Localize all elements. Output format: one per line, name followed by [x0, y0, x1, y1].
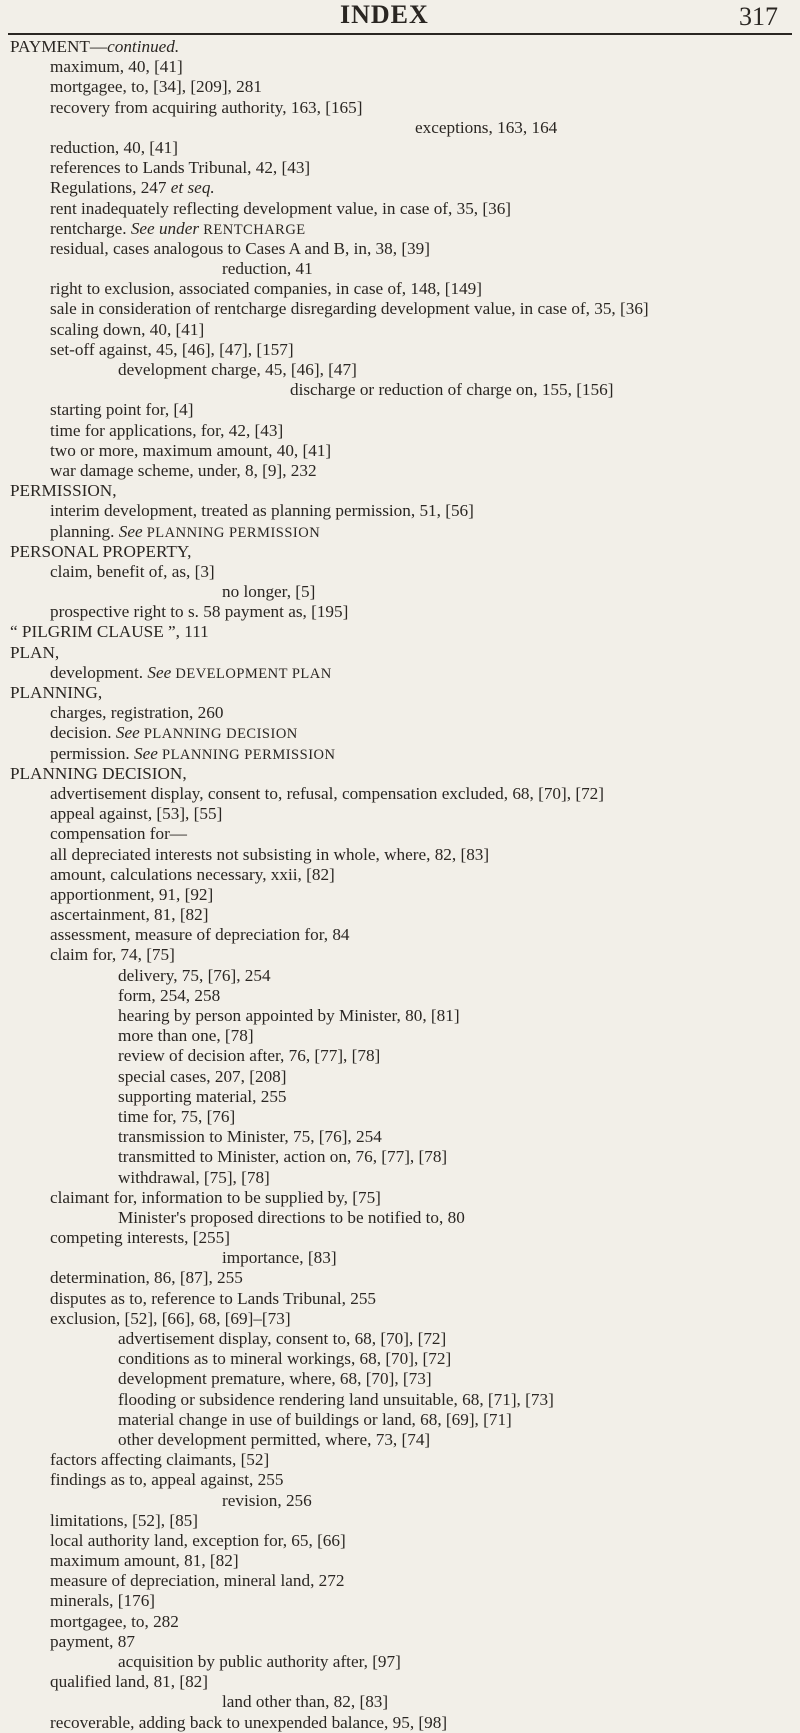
index-entry: [0, 1248, 800, 1268]
entry-text: determination, 86, [87], 255: [50, 1268, 243, 1288]
entry-text: PERMISSION,: [10, 481, 117, 501]
index-entry: [0, 1652, 800, 1672]
entry-text: no longer, [5]: [222, 582, 316, 602]
index-entry: [0, 1127, 800, 1147]
entry-text: exclusion, [52], [66], 68, [69]–[73]: [50, 1308, 291, 1328]
index-entry: [0, 199, 800, 219]
entry-text: recoverable, adding back to unexpended balance, 95, [98]: [50, 1712, 448, 1732]
entry-text: claim, benefit of, as, [3]: [50, 561, 215, 581]
index-entry: [0, 1531, 800, 1551]
index-entry: [0, 1289, 800, 1309]
index-entry: [0, 582, 800, 602]
entry-text: flooding or subsidence rendering land unsuitable, 68, [71], [73]: [118, 1389, 554, 1409]
index-entry: [0, 239, 800, 259]
entry-italic: See: [134, 743, 158, 763]
entry-cross-reference: PLANNING DECISION: [139, 726, 298, 743]
entry-text: maximum amount, 81, [82]: [50, 1551, 239, 1571]
entry-text: development charge, 45, [46], [47]: [118, 360, 357, 379]
entry-text: mortgagee, to, [34], [209], 281: [50, 77, 262, 97]
index-entry: [0, 784, 800, 804]
index-entry: [0, 421, 800, 441]
index-entry: [0, 118, 800, 138]
entry-text: importance, [83]: [222, 1248, 337, 1268]
entry-text: assessment, measure of depreciation for, 84: [50, 925, 350, 945]
index-entry: [0, 966, 800, 986]
index-entry: [0, 1612, 800, 1632]
index-entry: [0, 643, 800, 663]
entry-text: local authority land, exception for, 65, [66]: [50, 1530, 346, 1550]
index-entry: [0, 1672, 800, 1692]
index-entry: [0, 1087, 800, 1107]
index-entry: [0, 461, 800, 481]
entry-text: reduction, 41: [222, 259, 313, 279]
entry-text: decision.: [50, 723, 116, 743]
entry-text: rentcharge.: [50, 218, 131, 238]
entry-text: ascertainment, 81, [82]: [50, 905, 209, 925]
entry-text: starting point for, [4]: [50, 400, 194, 420]
index-entry: [0, 562, 800, 582]
entry-text: disputes as to, reference to Lands Tribunal, 255: [50, 1288, 377, 1308]
header-rule: [8, 33, 792, 35]
index-entry: [0, 1067, 800, 1087]
index-entry: [0, 663, 800, 683]
entry-text: interim development, treated as planning permission, 51, [56]: [50, 501, 474, 521]
entry-text: reduction, 40, [41]: [50, 137, 178, 157]
index-entry: [0, 1309, 800, 1329]
index-entry: [0, 340, 800, 360]
running-head: INDEX: [340, 0, 429, 29]
entry-text: other development permitted, where, 73, [74]: [118, 1429, 431, 1449]
index-entry: [0, 259, 800, 279]
entry-text: right to exclusion, associated companies, in case of, 148, [149]: [50, 279, 482, 299]
entry-text: claimant for, information to be supplied by, [75]: [50, 1187, 381, 1207]
entry-text: “ PILGRIM CLAUSE ”, 111: [10, 622, 209, 642]
entry-text: payment, 87: [50, 1631, 135, 1651]
index-entry: [0, 441, 800, 461]
entry-text: findings as to, appeal against, 255: [50, 1470, 284, 1490]
entry-text: two or more, maximum amount, 40, [41]: [50, 440, 332, 460]
entry-text: permission.: [50, 743, 135, 763]
index-entry: [0, 1188, 800, 1208]
entry-text: limitations, [52], [85]: [50, 1510, 198, 1530]
entry-text: PLANNING,: [10, 683, 103, 702]
index-entry: [0, 804, 800, 824]
entry-text: maximum, 40, [41]: [50, 57, 183, 77]
entry-text: PLANNING DECISION,: [10, 763, 187, 783]
entry-text: amount, calculations necessary, xxii, [82]: [50, 864, 335, 884]
index-entry: [0, 1228, 800, 1248]
entry-cross-reference: PLANNING PERMISSION: [157, 746, 336, 763]
entry-text: material change in use of buildings or land, 68, [69], [71]: [118, 1409, 512, 1429]
index-entry: [0, 764, 800, 784]
entry-text: prospective right to s. 58 payment as, [195]: [50, 602, 349, 622]
entry-text: more than one, [78]: [118, 1026, 254, 1046]
entry-text: compensation for—: [50, 824, 187, 844]
index-entry: [0, 138, 800, 158]
index-entry: [0, 845, 800, 865]
entry-text: transmission to Minister, 75, [76], 254: [118, 1127, 382, 1147]
entry-text: apportionment, 91, [92]: [50, 884, 214, 904]
entry-text: rent inadequately reflecting development value, in case of, 35, [36]: [50, 198, 512, 218]
entry-text: all depreciated interests not subsisting in whole, where, 82, [83]: [50, 844, 490, 864]
entry-text: time for applications, for, 42, [43]: [50, 420, 284, 440]
entry-text: review of decision after, 76, [77], [78]: [118, 1046, 381, 1066]
entry-text: revision, 256: [222, 1490, 312, 1510]
entry-text: time for, 75, [76]: [118, 1106, 236, 1126]
entry-text: advertisement display, consent to, 68, [70], [72]: [118, 1329, 447, 1348]
index-entry: [0, 723, 800, 743]
index-entry: [0, 1430, 800, 1450]
entry-italic: See: [118, 521, 143, 541]
entry-text: sale in consideration of rentcharge disregarding development value, in case of, 35, [36]: [50, 299, 649, 319]
entry-text: Minister's proposed directions to be notified to, 80: [118, 1207, 465, 1227]
entry-text: minerals, [176]: [50, 1591, 156, 1611]
entry-cross-reference: RENTCHARGE: [199, 221, 306, 238]
index-entry: [0, 602, 800, 622]
entry-text: references to Lands Tribunal, 42, [43]: [50, 158, 311, 178]
index-entry: [0, 1491, 800, 1511]
entry-text: special cases, 207, [208]: [118, 1066, 287, 1086]
index-entry: [0, 824, 800, 844]
index-entry: [0, 1591, 800, 1611]
index-entry: [0, 1450, 800, 1470]
entry-text: delivery, 75, [76], 254: [118, 965, 271, 985]
entry-cross-reference: PLANNING PERMISSION: [142, 524, 321, 541]
index-entry: [0, 1632, 800, 1652]
index-entry: [0, 1410, 800, 1430]
entry-text: development.: [50, 662, 148, 682]
entry-italic: et seq.: [170, 178, 215, 198]
entry-text: PERSONAL PROPERTY,: [10, 541, 192, 561]
entry-text: claim for, 74, [75]: [50, 945, 175, 965]
index-entry: [0, 1470, 800, 1490]
index-entry: [0, 1390, 800, 1410]
index-entry: [0, 986, 800, 1006]
entry-text: factors affecting claimants, [52]: [50, 1450, 270, 1470]
index-entry: [0, 1107, 800, 1127]
entry-text: Regulations, 247: [50, 178, 171, 198]
index-entry: [0, 925, 800, 945]
index-entry: [0, 703, 800, 723]
index-entry: [0, 1692, 800, 1712]
index-entry: [0, 501, 800, 521]
index-entry: [0, 219, 800, 239]
index-entry: [0, 1349, 800, 1369]
entry-text: planning.: [50, 521, 119, 541]
index-entry: [0, 320, 800, 340]
entry-text: mortgagee, to, 282: [50, 1611, 179, 1631]
entry-text: qualified land, 81, [82]: [50, 1672, 208, 1692]
entry-text: withdrawal, [75], [78]: [118, 1167, 270, 1187]
index-entry: [0, 1147, 800, 1167]
index-entry: [0, 279, 800, 299]
entry-cross-reference: DEVELOPMENT PLAN: [171, 665, 332, 682]
page-number: 317: [739, 2, 778, 31]
index-entry: [0, 865, 800, 885]
entry-text: scaling down, 40, [41]: [50, 319, 205, 339]
entry-text: set-off against, 45, [46], [47], [157]: [50, 339, 294, 359]
entry-text: appeal against, [53], [55]: [50, 804, 223, 824]
entry-text: exceptions, 163, 164: [415, 117, 558, 137]
entry-text: acquisition by public authority after, [97]: [118, 1652, 401, 1671]
index-entry: [0, 744, 800, 764]
index-entry: [0, 1713, 800, 1733]
index-entry: [0, 1268, 800, 1288]
entry-text: conditions as to mineral workings, 68, [70], [72]: [118, 1349, 452, 1369]
index-entry: [0, 945, 800, 965]
entry-text: hearing by person appointed by Minister, 80, [81]: [118, 1006, 460, 1025]
entry-text: residual, cases analogous to Cases A and B, in, 38, [39]: [50, 238, 430, 258]
entry-text: recovery from acquiring authority, 163, [165]: [50, 97, 363, 117]
index-entry: [0, 98, 800, 118]
entry-text: war damage scheme, under, 8, [9], 232: [50, 460, 317, 480]
index-entry: [0, 57, 800, 77]
entry-text: land other than, 82, [83]: [222, 1692, 389, 1712]
entry-text: supporting material, 255: [118, 1086, 287, 1106]
index-entry: [0, 542, 800, 562]
index-entry: [0, 885, 800, 905]
index-entry: [0, 77, 800, 97]
index-entry: [0, 158, 800, 178]
index-entry: [0, 178, 800, 198]
index-entry: [0, 380, 800, 400]
entry-text: measure of depreciation, mineral land, 272: [50, 1571, 345, 1591]
index-entry: [0, 481, 800, 501]
entry-italic: continued.: [107, 37, 180, 56]
index-entry: [0, 37, 800, 57]
entry-text: discharge or reduction of charge on, 155, [156]: [290, 380, 614, 400]
index-entry: [0, 1329, 800, 1349]
index-entries: [0, 37, 800, 1733]
entry-text: charges, registration, 260: [50, 703, 224, 723]
entry-italic: See: [115, 723, 140, 743]
index-entry: [0, 1006, 800, 1026]
index-entry: [0, 1511, 800, 1531]
entry-italic: See: [147, 662, 172, 682]
index-entry: [0, 1208, 800, 1228]
index-entry: [0, 400, 800, 420]
entry-text: competing interests, [255]: [50, 1228, 230, 1248]
index-entry: [0, 1551, 800, 1571]
index-entry: [0, 683, 800, 703]
index-entry: [0, 1571, 800, 1591]
entry-text: PLAN,: [10, 642, 60, 662]
index-entry: [0, 522, 800, 542]
entry-text: form, 254, 258: [118, 985, 221, 1005]
index-entry: [0, 299, 800, 319]
index-entry: [0, 360, 800, 380]
index-entry: [0, 1026, 800, 1046]
entry-italic: See under: [130, 218, 200, 238]
index-entry: [0, 1046, 800, 1066]
index-entry: [0, 622, 800, 642]
entry-text: PAYMENT—: [10, 37, 108, 56]
entry-text: transmitted to Minister, action on, 76, [77], [78]: [118, 1147, 448, 1167]
entry-text: advertisement display, consent to, refusal, compensation excluded, 68, [70], [72]: [50, 783, 604, 803]
index-entry: [0, 905, 800, 925]
index-entry: [0, 1369, 800, 1389]
index-entry: [0, 1168, 800, 1188]
entry-text: development premature, where, 68, [70], [73]: [118, 1369, 432, 1389]
